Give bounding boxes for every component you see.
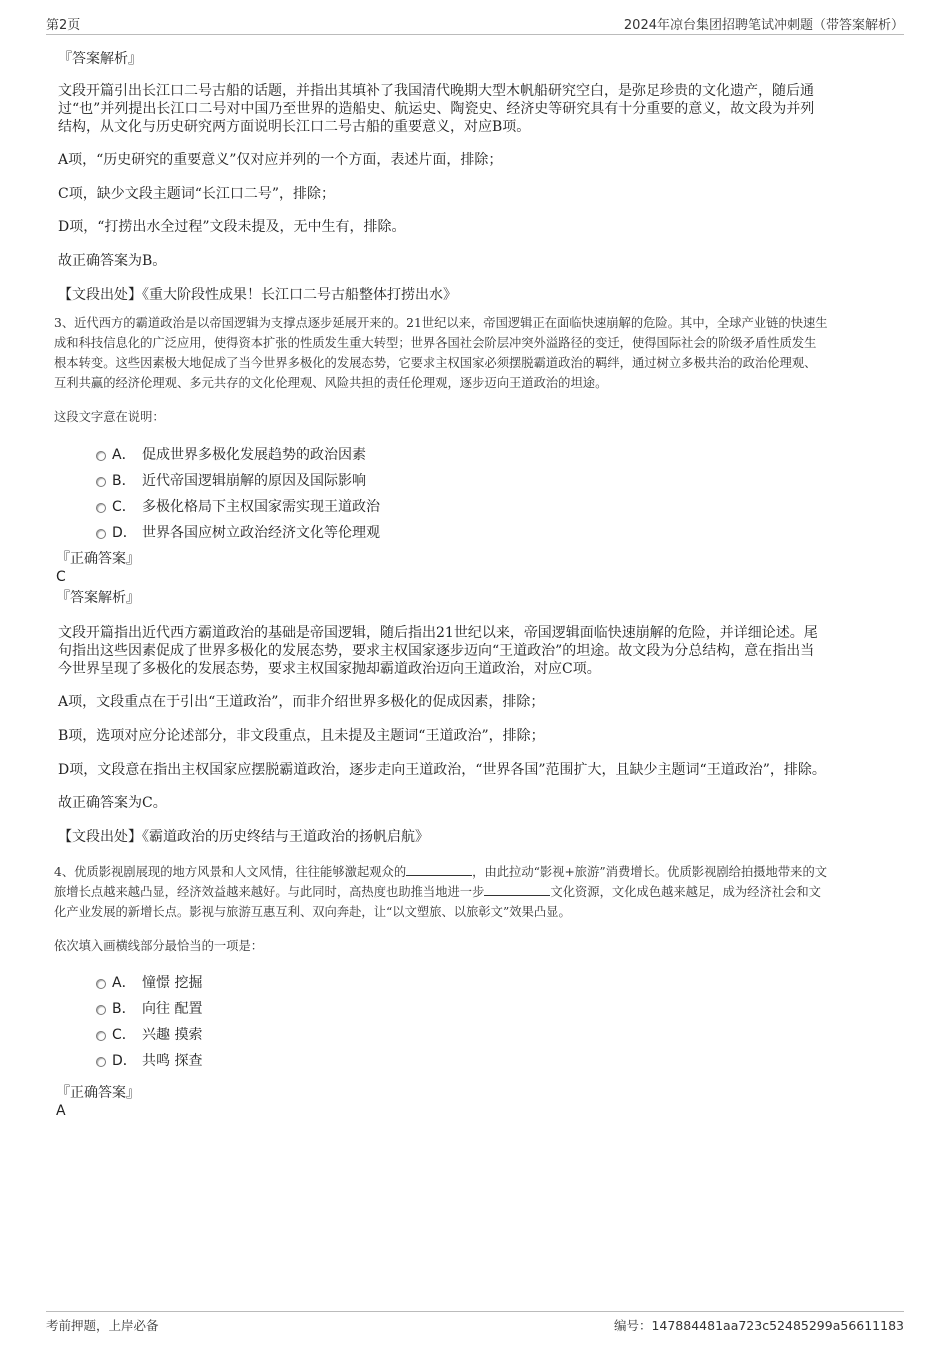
- q3-answer-label: 『正确答案』: [56, 551, 140, 567]
- page-header: [46, 14, 904, 35]
- q4-stem-line-1: 4、优质影视剧展现的地方风景和人文风情，往往能够激起观众的 ，由此拉动“影视+旅游”消费增长。优质影视剧给拍摄地带来的文: [54, 862, 827, 882]
- q3-analysis-label: 『答案解析』: [56, 590, 140, 606]
- radio-icon[interactable]: [96, 1005, 106, 1015]
- radio-icon[interactable]: [96, 529, 106, 539]
- q2-analysis-line-2: 过“也”并列提出长江口二号对中国乃至世界的造船史、航运史、陶瓷史、经济史等研究具有十分重要的意义，故文段为并列: [58, 101, 815, 117]
- q4-stem-line-2: 旅增长点越来越凸显，经济效益越来越好。与此同时，高热度也助推当地进一步 文化资源，文化成色越来越足，成为经济社会和文: [54, 882, 821, 902]
- q4-question: 依次填入画横线部分最恰当的一项是：: [54, 939, 264, 953]
- q3-stem-line-1: 3、近代西方的霸道政治是以帝国逻辑为支撑点逐步延展开来的。21世纪以来，帝国逻辑正在面临快速崩解的危险。其中，全球产业链的快速生: [54, 316, 828, 330]
- radio-icon[interactable]: [96, 1031, 106, 1041]
- q4-option-c[interactable]: C． 兴趣 摸索: [96, 1024, 202, 1044]
- q3-option-c[interactable]: C． 多极化格局下主权国家需实现王道政治: [96, 496, 380, 516]
- q4-blank-2: [484, 882, 550, 896]
- q3-analysis-line-3: 今世界呈现了多极化的发展态势，要求主权国家抛却霸道政治迈向王道政治，对应C项。: [58, 661, 601, 677]
- q3-option-b-analysis: B项，选项对应分论述部分，非文段重点，且未提及主题词“王道政治”，排除；: [58, 728, 545, 744]
- q3-conclusion: 故正确答案为C。: [58, 795, 167, 811]
- q4-answer: A: [56, 1103, 66, 1119]
- page-number: 第2页: [46, 18, 81, 33]
- q4-option-a[interactable]: A． 憧憬 挖掘: [96, 972, 202, 992]
- radio-icon[interactable]: [96, 477, 106, 487]
- q3-option-d-analysis: D项，文段意在指出主权国家应摆脱霸道政治，逐步走向王道政治，“世界各国”范围扩大，且缺少主题词“王道政治”，排除。: [58, 762, 826, 778]
- q2-analysis-line-1: 文段开篇引出长江口二号古船的话题，并指出其填补了我国清代晚期大型木帆船研究空白，是弥足珍贵的文化遗产，随后通: [58, 83, 814, 99]
- radio-icon[interactable]: [96, 503, 106, 513]
- q2-option-d-analysis: D项，“打捞出水全过程”文段未提及，无中生有，排除。: [58, 219, 406, 235]
- footer-slogan: 考前押题，上岸必备: [46, 1318, 159, 1333]
- footer-serial: 编号：147884481aa723c52485299a56611183: [613, 1318, 904, 1333]
- document-title: 2024年凉台集团招聘笔试冲刺题（带答案解析）: [623, 18, 904, 33]
- q4-answer-label: 『正确答案』: [56, 1085, 140, 1101]
- q4-stem-line-3: 化产业发展的新增长点。影视与旅游互惠互利、双向奔赴，让“以文塑旅、以旅彰文”效果凸显。: [54, 905, 571, 919]
- q3-stem-line-4: 互利共赢的经济伦理观、多元共存的文化伦理观、风险共担的责任伦理观，逐步迈向王道政治的坦途。: [54, 376, 608, 390]
- q3-stem-line-3: 根本转变。这些因素极大地促成了当今世界多极化的发展态势，它要求主权国家必须摆脱霸道政治的羁绊，通过树立多极共治的政治伦理观、: [54, 356, 817, 370]
- q3-option-a-analysis: A项，文段重点在于引出“王道政治”，而非介绍世界多极化的促成因素，排除；: [58, 694, 545, 710]
- q4-blank-1: [406, 862, 472, 876]
- q2-analysis-label: 『答案解析』: [58, 51, 142, 67]
- q2-option-a-analysis: A项，“历史研究的重要意义”仅对应并列的一个方面，表述片面，排除；: [58, 152, 503, 168]
- q3-answer: C: [56, 569, 66, 585]
- radio-icon[interactable]: [96, 451, 106, 461]
- q3-option-b[interactable]: B． 近代帝国逻辑崩解的原因及国际影响: [96, 470, 366, 490]
- q2-conclusion: 故正确答案为B。: [58, 253, 167, 269]
- page-footer: [46, 1311, 904, 1336]
- q3-option-a[interactable]: A． 促成世界多极化发展趋势的政治因素: [96, 444, 366, 464]
- q3-question: 这段文字意在说明：: [54, 410, 165, 424]
- radio-icon[interactable]: [96, 979, 106, 989]
- q3-option-d[interactable]: D． 世界各国应树立政治经济文化等伦理观: [96, 522, 380, 542]
- q4-option-d[interactable]: D． 共鸣 探查: [96, 1050, 202, 1070]
- q2-source: 【文段出处】《重大阶段性成果！长江口二号古船整体打捞出水》: [58, 287, 457, 303]
- radio-icon[interactable]: [96, 1057, 106, 1067]
- q3-stem-line-2: 成和科技信息化的广泛应用，使得资本扩张的性质发生重大转型；世界各国社会阶层冲突外溢路径的变迁，使得国际社会的阶级矛盾性质发生: [54, 336, 817, 350]
- q3-analysis-line-2: 句指出这些因素促成了世界多极化的发展态势，要求主权国家逐步迈向“王道政治”的坦途。故文段为分总结构，意在指出当: [58, 643, 815, 659]
- q2-option-c-analysis: C项，缺少文段主题词“长江口二号”，排除；: [58, 186, 336, 202]
- q3-source: 【文段出处】《霸道政治的历史终结与王道政治的扬帆启航》: [58, 829, 429, 845]
- q2-analysis-line-3: 结构，从文化与历史研究两方面说明长江口二号古船的重要意义，对应B项。: [58, 119, 531, 135]
- q3-analysis-line-1: 文段开篇指出近代西方霸道政治的基础是帝国逻辑，随后指出21世纪以来，帝国逻辑面临快速崩解的危险，并详细论述。尾: [58, 625, 818, 641]
- q4-option-b[interactable]: B． 向往 配置: [96, 998, 202, 1018]
